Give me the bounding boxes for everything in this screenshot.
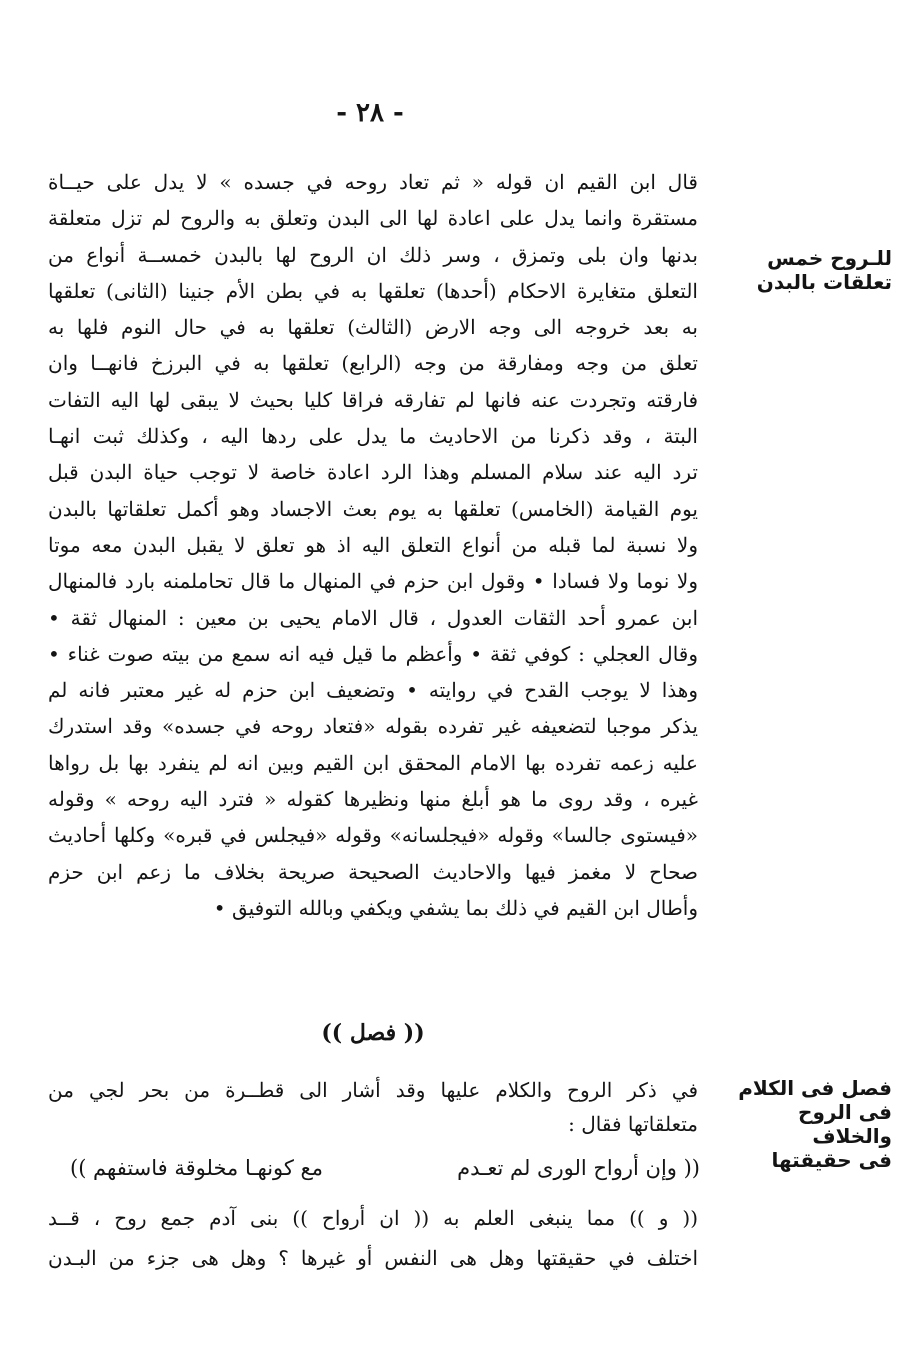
text-line: متعلقاتها فقال : [568, 1112, 698, 1136]
text-line: ابن عمرو أحد الثقات العدول ، قال الامام يحيى بن معين : المنهال ثقة • [48, 605, 698, 630]
margin-note-line: للـروح خمس [767, 246, 892, 270]
text-line: ولا نسبة لما قبله من أنواع التعلق اليه اذ هو تعلق لا يقبل البدن معه موتا [48, 532, 698, 557]
text-line: فارقته وتجردت عنه فانها لم تفارقه فراقا كليا بحيث لا يبقى لها اليه التفات [48, 387, 698, 412]
poem-hemistich-first: (( وإن أرواح الورى لم تعـدم [457, 1156, 700, 1180]
text-line: صحاح لا مغمز فيها والاحاديث الصحيحة صريحة بخلاف ما زعم ابن حزم [48, 859, 698, 884]
margin-note-line: تعلقات بالبدن [756, 270, 892, 294]
text-line: يذكر موجبا لتضعيفه غير تفرده بقوله «فتعاد روحه في جسده» وقد استدرك [48, 714, 698, 739]
text-line: وقال العجلي : كوفي ثقة • وأعظم ما قيل فيه انه سمع من بيته صوت غناء • [48, 641, 698, 666]
margin-note-line: فصل فى الكلام [738, 1076, 892, 1100]
body-paragraph-2 [48, 1073, 698, 1141]
text-line: اختلف في حقيقتها وهل هى النفس أو غيرها ؟ وهل هى جزء من البـدن [48, 1246, 698, 1270]
text-line: بدنها وان بلى وتمزق ، وسر ذلك ان الروح لها بالبدن خمســة أنواع من [48, 242, 698, 267]
margin-note-line: فى حقيقتها [771, 1148, 892, 1172]
margin-note-line: فى الروح والخلاف [798, 1100, 892, 1148]
text-line: البتة ، وقد ذكرنا من الاحاديث ما يدل على ردها اليه ، وكذلك ثبت انهـا [48, 424, 698, 449]
text-line: وهذا لا يوجب القدح في روايته • وتضعيف ابن حزم له غير معتبر فانه لم [48, 678, 698, 703]
text-line: غيره ، وقد روى ما هو أبلغ منها ونظيرها كقوله « فترد اليه روحه » وقوله [48, 787, 698, 812]
margin-note-spirit-attachments [722, 246, 892, 294]
text-line: تعلق من وجه ومفارقة من وجه (الرابع) تعلقها به في البرزخ فانهــا وان [48, 351, 698, 376]
section-title: (( فصل )) [321, 1020, 425, 1046]
text-line: قال ابن القيم ان قوله « ثم تعاد روحه في جسده » لا يدل على حيــاة [48, 170, 698, 194]
body-paragraph-1 [48, 164, 698, 926]
body-paragraph-3 [48, 1198, 698, 1278]
text-line: يوم القيامة (الخامس) تعلقها به يوم بعث الاجساد وهو أكمل تعلقاتها بالبدن [48, 496, 698, 521]
text-line: في ذكر الروح والكلام عليها وقد أشار الى قطــرة من بحر لجي من [48, 1078, 698, 1102]
text-line: ولا نوما ولا فسادا • وقول ابن حزم في المنهال ما قال تحاملمنه بارد فالمنهال [48, 569, 698, 594]
text-line: ترد اليه عند سلام المسلم وهذا الرد اعادة خاصة لا توجب حياة البدن قبل [48, 460, 698, 485]
poem-verse [70, 1156, 700, 1180]
text-line: مستقرة وانما يدل على اعادة لها الى البدن وتعلق به والروح لم تزل متعلقة [48, 206, 698, 231]
text-line: عليه زعمه تفرده بها الامام المحقق ابن القيم وبين انه لم ينفرد بها بل رواها [48, 750, 698, 775]
text-line: التعلق متغايرة الاحكام (أحدها) تعلقها به في بطن الأم جنينا (الثانى) تعلقها [48, 278, 698, 303]
page-number: - ٢٨ - [336, 98, 404, 128]
text-line: «فيستوى جالسا» وقوله «فيجلسانه» وقوله «فيجلس في قبره» وكلها أحاديث [48, 823, 698, 848]
text-line: وأطال ابن القيم في ذلك بما يشفي ويكفي وبالله التوفيق • [213, 895, 698, 920]
text-line: به بعد خروجه الى وجه الارض (الثالث) تعلقها به في حال النوم فلها به [48, 315, 698, 340]
poem-hemistich-second: مع كونهـا مخلوقة فاستفهم )) [70, 1156, 323, 1180]
margin-note-spirit-discussion [722, 1076, 892, 1172]
text-line: (( و )) مما ينبغى العلم به (( ان أرواح )) بنى آدم جمع روح ، قــد [48, 1206, 698, 1230]
